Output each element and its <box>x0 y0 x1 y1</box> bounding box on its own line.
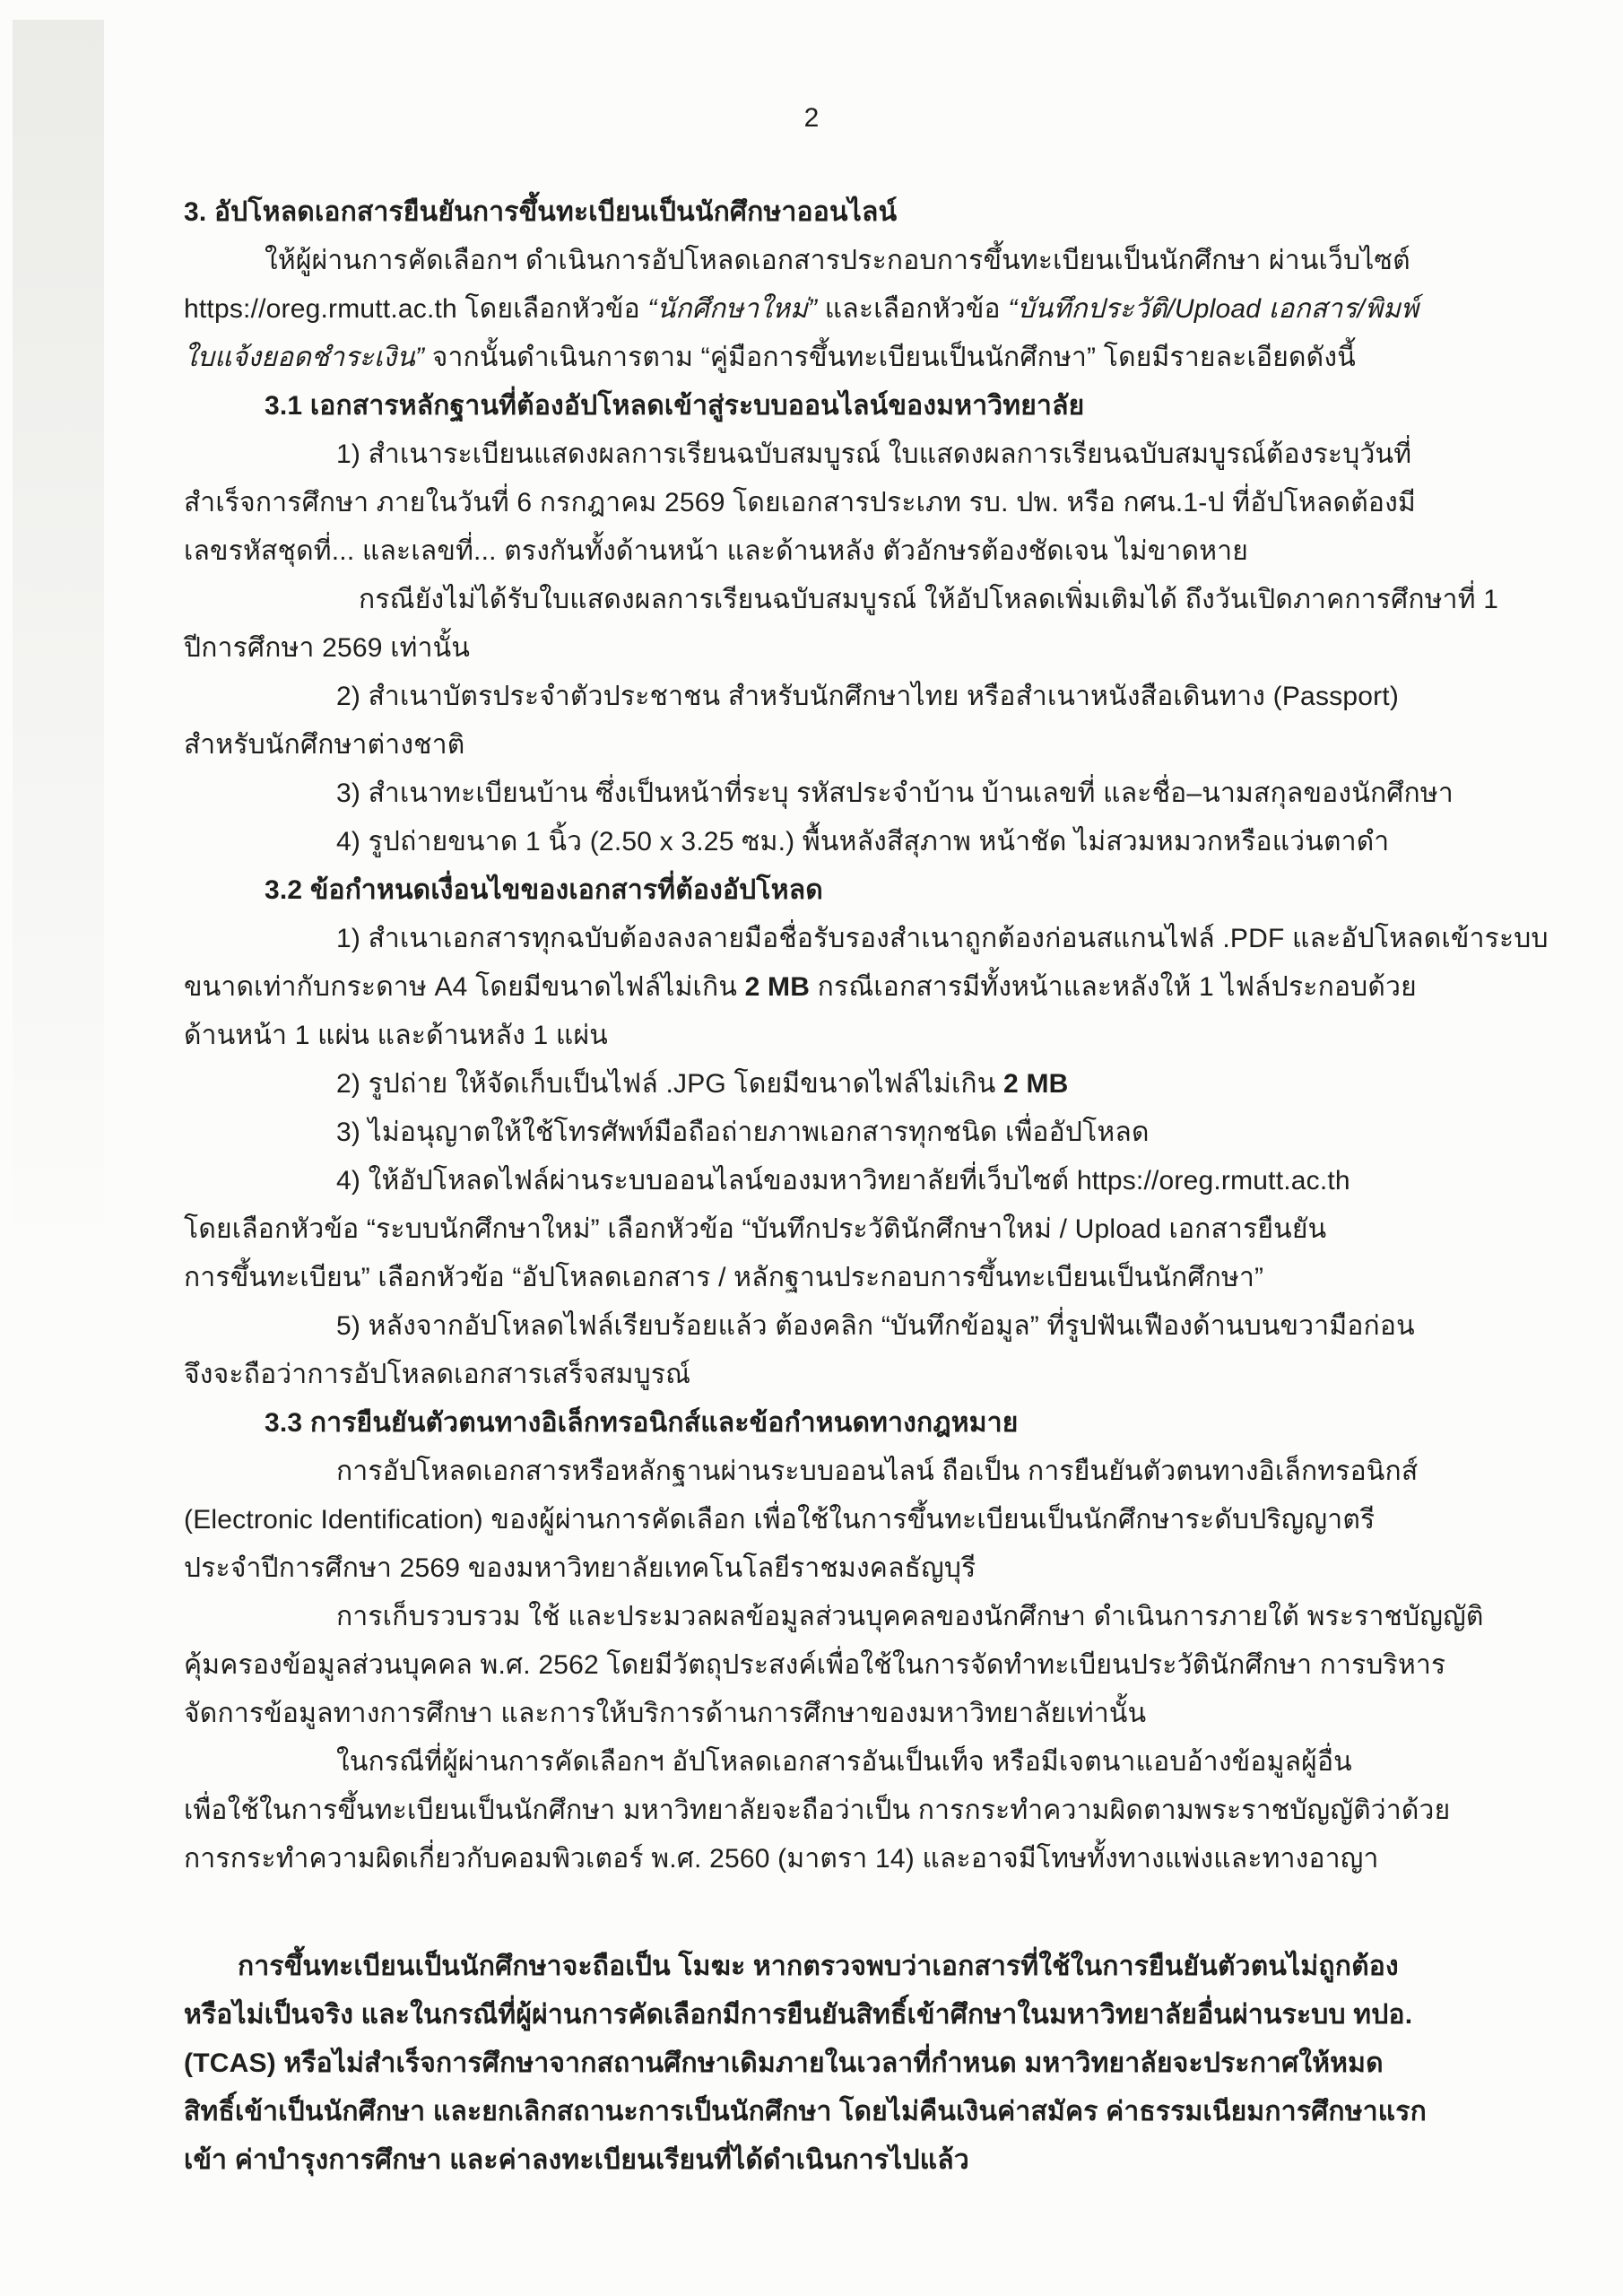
text-segment: การอัปโหลดเอกสารหรือหลักฐานผ่านระบบออนไลน์ ถือเป็น การยืนยันตัวตนทางอิเล็กทรอนิกส์ <box>336 1457 1419 1486</box>
paragraph-line <box>184 1787 1506 1835</box>
legal-warning-line <box>184 2039 1506 2088</box>
list-item-line <box>184 1254 1506 1302</box>
text-segment: 2) สำเนาบัตรประจำตัวประชาชน สำหรับนักศึกษาไทย หรือสำเนาหนังสือเดินทาง (Passport) <box>336 682 1400 711</box>
legal-warning-line <box>184 2088 1506 2136</box>
paragraph-line <box>184 1641 1506 1690</box>
note-line <box>184 624 1506 673</box>
section-3-1-heading <box>184 382 1506 430</box>
emphasized-text: 2 MB <box>1003 1069 1069 1099</box>
text-segment: การเก็บรวบรวม ใช้ และประมวลผลข้อมูลส่วนบุคคลของนักศึกษา ดำเนินการภายใต้ พระราชบัญญัติ <box>336 1602 1484 1631</box>
text-segment: จากนั้นดำเนินการตาม “คู่มือการขึ้นทะเบียนเป็นนักศึกษา” โดยมีรายละเอียดดังนี้ <box>424 343 1356 372</box>
text-segment: เลขรหัสชุดที่... และเลขที่... ตรงกันทั้งด้านหน้า และด้านหลัง ตัวอักษรต้องชัดเจน ไม่ขาดหาย <box>184 536 1249 566</box>
paragraph-line <box>184 1835 1506 1883</box>
quoted-menu-label: ใบแจ้งยอดชำระเงิน” <box>184 343 425 372</box>
list-item-line <box>184 1205 1506 1254</box>
emphasized-text: 2 MB <box>744 972 811 1002</box>
text-segment: การขึ้นทะเบียนเป็นนักศึกษาจะถือเป็น โมฆะ หากตรวจพบว่าเอกสารที่ใช้ในการยืนยันตัวตนไม่ถูกต้อง <box>238 1952 1399 1981</box>
text-segment: 3.3 การยืนยันตัวตนทางอิเล็กทรอนิกส์และข้อกำหนดทางกฎหมาย <box>265 1408 1019 1438</box>
section-3-heading <box>184 188 1506 237</box>
note-line <box>184 576 1506 624</box>
text-segment: 3) สำเนาทะเบียนบ้าน ซึ่งเป็นหน้าที่ระบุ รหัสประจำบ้าน บ้านเลขที่ และชื่อ–นามสกุลของนักศึกษา <box>336 778 1454 808</box>
paragraph-line <box>184 1738 1506 1787</box>
text-segment: เพื่อใช้ในการขึ้นทะเบียนเป็นนักศึกษา มหาวิทยาลัยจะถือว่าเป็น การกระทำความผิดตามพระราชบัญญัติว่าด้วย <box>184 1796 1451 1825</box>
legal-warning-line <box>184 1943 1506 1991</box>
text-segment: https://oreg.rmutt.ac.th โดยเลือกหัวข้อ <box>184 294 648 324</box>
text-segment: โดยเลือกหัวข้อ “ระบบนักศึกษาใหม่” เลือกหัวข้อ “บันทึกประวัตินักศึกษาใหม่ / Upload เอกสารยืนยัน <box>184 1214 1327 1244</box>
text-segment: 5) หลังจากอัปโหลดไฟล์เรียบร้อยแล้ว ต้องคลิก “บันทึกข้อมูล” ที่รูปฟันเฟืองด้านบนขวามือก่อน <box>336 1311 1415 1341</box>
section-3-2-heading <box>184 866 1506 915</box>
text-segment: 1) สำเนาเอกสารทุกฉบับต้องลงลายมือชื่อรับรองสำเนาถูกต้องก่อนสแกนไฟล์ .PDF และอัปโหลดเข้าระบบ <box>336 924 1549 953</box>
list-item-line <box>184 770 1506 818</box>
quoted-menu-label: “นักศึกษาใหม่” <box>647 294 818 324</box>
text-segment: ขนาดเท่ากับกระดาษ A4 โดยมีขนาดไฟล์ไม่เกิน <box>184 972 745 1002</box>
text-segment: 4) ให้อัปโหลดไฟล์ผ่านระบบออนไลน์ของมหาวิทยาลัยที่เว็บไซต์ https://oreg.rmutt.ac.th <box>336 1166 1350 1196</box>
text-segment: กรณีเอกสารมีทั้งหน้าและหลังให้ 1 ไฟล์ประกอบด้วย <box>810 972 1417 1002</box>
text-segment: กรณียังไม่ได้รับใบแสดงผลการเรียนฉบับสมบูรณ์ ให้อัปโหลดเพิ่มเติมได้ ถึงวันเปิดภาคการศึกษาที่ 1 <box>359 585 1499 614</box>
text-segment: 2) รูปถ่าย ให้จัดเก็บเป็นไฟล์ .JPG โดยมีขนาดไฟล์ไม่เกิน <box>336 1069 1004 1099</box>
text-segment: คุ้มครองข้อมูลส่วนบุคคล พ.ศ. 2562 โดยมีวัตถุประสงค์เพื่อใช้ในการจัดทำทะเบียนประวัตินักศึกษา การบริหาร <box>184 1650 1446 1680</box>
section-3-3-heading <box>184 1399 1506 1448</box>
text-segment: ให้ผู้ผ่านการคัดเลือกฯ ดำเนินการอัปโหลดเอกสารประกอบการขึ้นทะเบียนเป็นนักศึกษา ผ่านเว็บไซต์ <box>265 246 1410 275</box>
text-segment: 3.1 เอกสารหลักฐานที่ต้องอัปโหลดเข้าสู่ระบบออนไลน์ของมหาวิทยาลัย <box>265 391 1085 421</box>
text-segment: (TCAS) หรือไม่สำเร็จการศึกษาจากสถานศึกษาเดิมภายในเวลาที่กำหนด มหาวิทยาลัยจะประกาศให้หมด <box>184 2048 1384 2078</box>
text-segment: การกระทำความผิดเกี่ยวกับคอมพิวเตอร์ พ.ศ. 2560 (มาตรา 14) และอาจมีโทษทั้งทางแพ่งและทางอาญา <box>184 1844 1379 1874</box>
text-segment: ด้านหน้า 1 แผ่น และด้านหลัง 1 แผ่น <box>184 1021 608 1050</box>
intro-paragraph-line <box>184 334 1506 382</box>
list-item-line <box>184 1302 1506 1351</box>
paragraph-line <box>184 1448 1506 1496</box>
document-body <box>0 188 1623 2185</box>
text-segment: (Electronic Identification) ของผู้ผ่านการคัดเลือก เพื่อใช้ในการขึ้นทะเบียนเป็นนักศึกษาระดับปริญญาตรี <box>184 1505 1376 1535</box>
text-segment: การขึ้นทะเบียน” เลือกหัวข้อ “อัปโหลดเอกสาร / หลักฐานประกอบการขึ้นทะเบียนเป็นนักศึกษา” <box>184 1263 1264 1292</box>
paragraph-line <box>184 1544 1506 1593</box>
list-item-line <box>184 1157 1506 1205</box>
legal-warning-line <box>184 2136 1506 2185</box>
text-segment: หรือไม่เป็นจริง และในกรณีที่ผู้ผ่านการคัดเลือกมีการยืนยันสิทธิ์เข้าศึกษาในมหาวิทยาลัยอื่นผ่านระบบ ทปอ. <box>184 2000 1413 2030</box>
list-item-line <box>184 1109 1506 1157</box>
list-item-line <box>184 1351 1506 1399</box>
text-segment: 4) รูปถ่ายขนาด 1 นิ้ว (2.50 x 3.25 ซม.) พื้นหลังสีสุภาพ หน้าชัด ไม่สวมหมวกหรือแว่นตาดำ <box>336 827 1390 857</box>
list-item-line <box>184 673 1506 721</box>
text-segment: จัดการข้อมูลทางการศึกษา และการให้บริการด้านการศึกษาของมหาวิทยาลัยเท่านั้น <box>184 1699 1147 1728</box>
list-item-line <box>184 1060 1506 1109</box>
list-item-line <box>184 818 1506 866</box>
paragraph-line <box>184 1690 1506 1738</box>
text-segment: เข้า ค่าบำรุงการศึกษา และค่าลงทะเบียนเรียนที่ได้ดำเนินการไปแล้ว <box>184 2145 969 2175</box>
text-segment: สิทธิ์เข้าเป็นนักศึกษา และยกเลิกสถานะการเป็นนักศึกษา โดยไม่คืนเงินค่าสมัคร ค่าธรรมเนียมการศึกษาแรก <box>184 2097 1427 2126</box>
list-item-line <box>184 963 1506 1012</box>
text-segment: ประจำปีการศึกษา 2569 ของมหาวิทยาลัยเทคโนโลยีราชมงคลธัญบุรี <box>184 1553 976 1583</box>
paragraph-line <box>184 1496 1506 1544</box>
list-item-line <box>184 1012 1506 1060</box>
text-segment: 3. อัปโหลดเอกสารยืนยันการขึ้นทะเบียนเป็นนักศึกษาออนไลน์ <box>184 197 898 227</box>
list-item-line <box>184 721 1506 770</box>
list-item-line <box>184 915 1549 963</box>
text-segment: 3.2 ข้อกำหนดเงื่อนไขของเอกสารที่ต้องอัปโหลด <box>265 875 823 905</box>
list-item-line <box>184 527 1506 576</box>
text-segment: จึงจะถือว่าการอัปโหลดเอกสารเสร็จสมบูรณ์ <box>184 1360 691 1389</box>
intro-paragraph-line <box>184 285 1506 334</box>
quoted-menu-label: “บันทึกประวัติ/Upload เอกสาร/พิมพ์ <box>1008 294 1419 324</box>
text-segment: สำเร็จการศึกษา ภายในวันที่ 6 กรกฎาคม 2569 โดยเอกสารประเภท รบ. ปพ. หรือ กศน.1-ป ที่อัปโหลดต้องมี <box>184 488 1416 517</box>
text-segment: สำหรับนักศึกษาต่างชาติ <box>184 730 465 760</box>
paragraph-line <box>184 1593 1506 1641</box>
legal-warning-line <box>184 1991 1506 2039</box>
text-segment: 1) สำเนาระเบียนแสดงผลการเรียนฉบับสมบูรณ์ ใบแสดงผลการเรียนฉบับสมบูรณ์ต้องระบุวันที่ <box>336 439 1412 469</box>
text-segment: ปีการศึกษา 2569 เท่านั้น <box>184 633 471 663</box>
list-item-line <box>184 430 1506 479</box>
intro-paragraph-line <box>184 237 1506 285</box>
text-segment: 3) ไม่อนุญาตให้ใช้โทรศัพท์มือถือถ่ายภาพเอกสารทุกชนิด เพื่ออัปโหลด <box>336 1118 1150 1147</box>
text-segment: ในกรณีที่ผู้ผ่านการคัดเลือกฯ อัปโหลดเอกสารอันเป็นเท็จ หรือมีเจตนาแอบอ้างข้อมูลผู้อื่น <box>336 1747 1352 1777</box>
text-segment: และเลือกหัวข้อ <box>817 294 1009 324</box>
page-number: 2 <box>803 103 820 133</box>
list-item-line <box>184 479 1506 527</box>
